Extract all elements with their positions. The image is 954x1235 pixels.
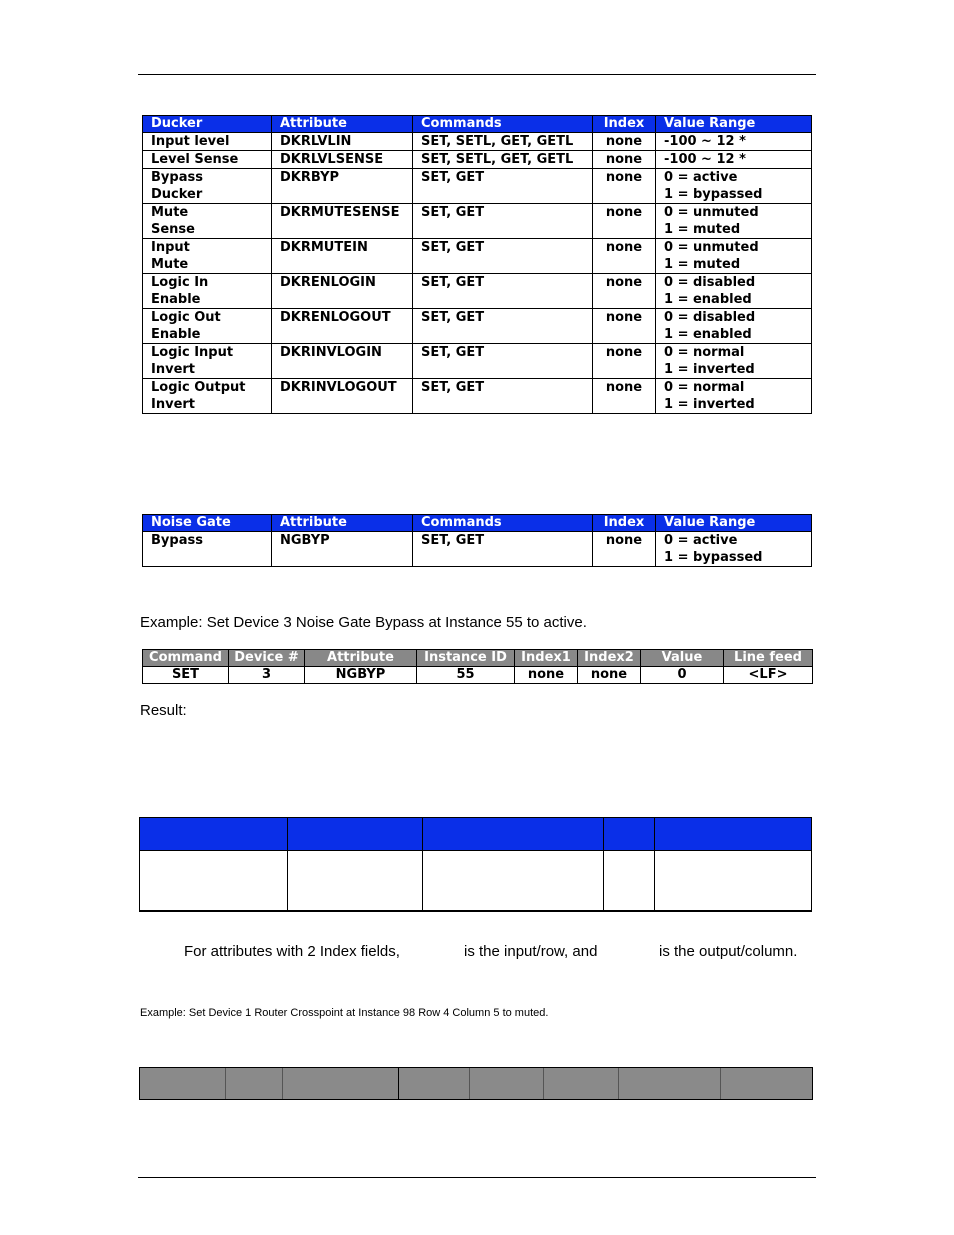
cell-index: none: [593, 309, 656, 344]
header-device: Device #: [229, 650, 305, 667]
table-header-row: [143, 650, 813, 667]
cell-attribute: DKRBYP: [272, 169, 413, 204]
blank-table-bottom-border: [140, 910, 811, 912]
cell-attribute: NGBYP: [272, 532, 413, 567]
cell-attribute: DKRMUTEIN: [272, 239, 413, 274]
cell-range: 0 = normal 1 = inverted: [656, 379, 812, 414]
cell-name: Logic In Enable: [143, 274, 272, 309]
cell-name: Logic Out Enable: [143, 309, 272, 344]
table-row: [143, 133, 812, 151]
cell-index: none: [593, 274, 656, 309]
cell-attribute: DKRINVLOGIN: [272, 344, 413, 379]
table-row: [143, 151, 812, 169]
cell-attribute: DKRENLOGIN: [272, 274, 413, 309]
cell-range: 0 = unmuted 1 = muted: [656, 204, 812, 239]
table-row: [143, 274, 812, 309]
gray-bar-column-divider: [618, 1068, 619, 1099]
header-rule: [138, 74, 816, 75]
blank-attribute-table: [139, 817, 812, 912]
table-row: [143, 204, 812, 239]
blank-table-divider: [140, 850, 811, 851]
cell-range: 0 = normal 1 = inverted: [656, 344, 812, 379]
cell-attribute: DKRINVLOGOUT: [272, 379, 413, 414]
gray-bar-column-divider: [469, 1068, 470, 1099]
blank-table-column-divider: [654, 818, 655, 911]
cell-name: Input level: [143, 133, 272, 151]
cell-attribute: DKRLVLSENSE: [272, 151, 413, 169]
header-value-range: Value Range: [656, 515, 812, 532]
example-2-text: Example: Set Device 1 Router Crosspoint at Instance 98 Row 4 Column 5 to muted.: [140, 1007, 549, 1019]
gray-bar-column-divider: [543, 1068, 544, 1099]
header-attribute: Attribute: [305, 650, 417, 667]
header-line-feed: Line feed: [724, 650, 813, 667]
cell-commands: SET, GET: [413, 379, 593, 414]
header-attribute: Attribute: [272, 116, 413, 133]
table-row: [143, 169, 812, 204]
header-value: Value: [641, 650, 724, 667]
cell-name: Mute Sense: [143, 204, 272, 239]
table-row: [143, 309, 812, 344]
cell-index1: none: [515, 667, 578, 684]
cell-name: Input Mute: [143, 239, 272, 274]
gray-bar-column-divider: [282, 1068, 283, 1099]
header-commands: Commands: [413, 116, 593, 133]
gray-bar-column-divider: [720, 1068, 721, 1099]
header-value-range: Value Range: [656, 116, 812, 133]
cell-commands: SET, GET: [413, 344, 593, 379]
cell-index: none: [593, 239, 656, 274]
cell-commands: SET, SETL, GET, GETL: [413, 151, 593, 169]
cell-line-feed: <LF>: [724, 667, 813, 684]
blank-table-column-divider: [603, 818, 604, 911]
cell-attribute: NGBYP: [305, 667, 417, 684]
cell-commands: SET, GET: [413, 169, 593, 204]
cell-attribute: DKRENLOGOUT: [272, 309, 413, 344]
table-row: [143, 344, 812, 379]
table-row: [143, 239, 812, 274]
cell-device: 3: [229, 667, 305, 684]
blank-table-header: [140, 818, 811, 850]
cell-command: SET: [143, 667, 229, 684]
cell-index: none: [593, 532, 656, 567]
gray-bar-column-divider: [225, 1068, 226, 1099]
header-index: Index: [593, 515, 656, 532]
cell-index: none: [593, 379, 656, 414]
table-row: [143, 667, 813, 684]
header-index2: Index2: [578, 650, 641, 667]
blank-table-column-divider: [422, 818, 423, 911]
cell-range: 0 = active 1 = bypassed: [656, 532, 812, 567]
cell-name: Level Sense: [143, 151, 272, 169]
header-noise-gate: Noise Gate: [143, 515, 272, 532]
header-commands: Commands: [413, 515, 593, 532]
cell-commands: SET, SETL, GET, GETL: [413, 133, 593, 151]
noise-gate-table: [142, 514, 812, 567]
index-note-part-2: is the input/row, and: [464, 943, 598, 960]
cell-index: none: [593, 169, 656, 204]
table-header-row: [143, 116, 812, 133]
blank-table-column-divider: [287, 818, 288, 911]
cell-name: Bypass Ducker: [143, 169, 272, 204]
cell-range: 0 = active 1 = bypassed: [656, 169, 812, 204]
cell-value: 0: [641, 667, 724, 684]
header-instance-id: Instance ID: [417, 650, 515, 667]
cell-range: 0 = disabled 1 = enabled: [656, 274, 812, 309]
example-1-text: Example: Set Device 3 Noise Gate Bypass at Instance 55 to active.: [140, 614, 587, 631]
example-1-command-table: [142, 649, 813, 684]
table-row: [143, 532, 812, 567]
gray-bar-column-divider: [398, 1068, 399, 1099]
cell-commands: SET, GET: [413, 274, 593, 309]
index-note-part-1: For attributes with 2 Index fields,: [184, 943, 400, 960]
cell-name: Bypass: [143, 532, 272, 567]
header-index1: Index1: [515, 650, 578, 667]
cell-attribute: DKRLVLIN: [272, 133, 413, 151]
cell-commands: SET, GET: [413, 204, 593, 239]
cell-index: none: [593, 204, 656, 239]
cell-range: -100 ~ 12 *: [656, 133, 812, 151]
cell-index: none: [593, 133, 656, 151]
ducker-table: [142, 115, 812, 414]
cell-index2: none: [578, 667, 641, 684]
cell-range: 0 = unmuted 1 = muted: [656, 239, 812, 274]
table-header-row: [143, 515, 812, 532]
cell-attribute: DKRMUTESENSE: [272, 204, 413, 239]
cell-commands: SET, GET: [413, 532, 593, 567]
cell-name: Logic Output Invert: [143, 379, 272, 414]
index-note-part-3: is the output/column.: [659, 943, 798, 960]
cell-index: none: [593, 151, 656, 169]
table-row: [143, 379, 812, 414]
header-ducker: Ducker: [143, 116, 272, 133]
header-index: Index: [593, 116, 656, 133]
cell-name: Logic Input Invert: [143, 344, 272, 379]
cell-commands: SET, GET: [413, 309, 593, 344]
header-command: Command: [143, 650, 229, 667]
result-label: Result:: [140, 702, 187, 719]
cell-range: 0 = disabled 1 = enabled: [656, 309, 812, 344]
blank-command-table-header: [139, 1067, 813, 1100]
header-attribute: Attribute: [272, 515, 413, 532]
footer-rule: [138, 1177, 816, 1178]
cell-commands: SET, GET: [413, 239, 593, 274]
cell-range: -100 ~ 12 *: [656, 151, 812, 169]
cell-index: none: [593, 344, 656, 379]
cell-instance-id: 55: [417, 667, 515, 684]
